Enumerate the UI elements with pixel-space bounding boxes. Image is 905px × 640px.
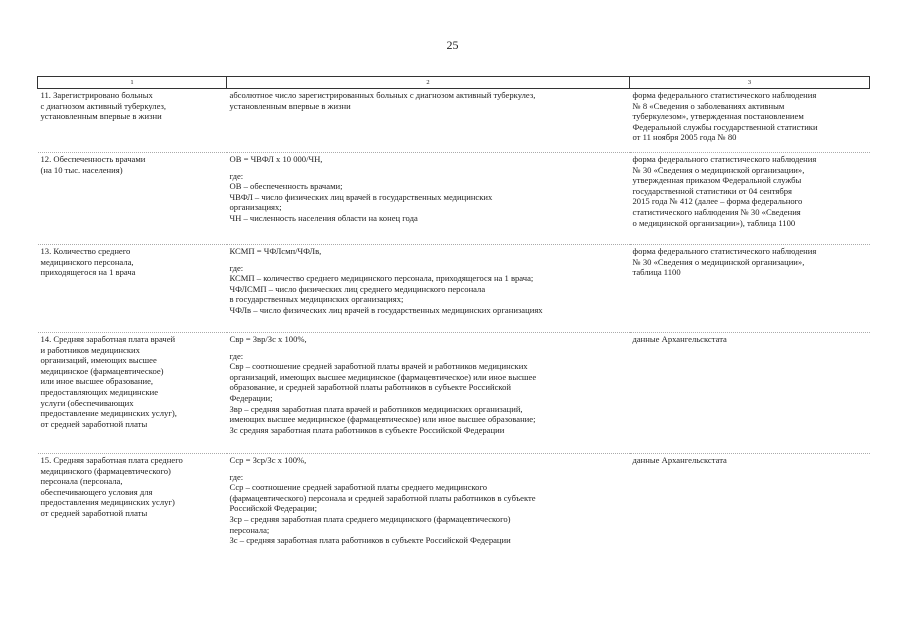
- formula-definitions: где: Свр – соотношение средней заработной платы врачей и работников медицинских организаций, имеющих высшее медицинское (фармацевтическое) или иное высшее образование, и средней заработной платы работников в субъекте Российской Федерации; Звр – средняя заработная плата врачей и работников медицинских организаций, имеющих высшее медицинское (фармацевтическое) или иное высшее образование; Зс средняя заработная плата работников в субъекте Российской Федерации: [229, 350, 537, 435]
- formula-definitions: где: ОВ – обеспеченность врачами; ЧВФЛ – число физических лиц врачей в государственных медицинских организациях; ЧН – численность населения области на конец года: [229, 170, 493, 223]
- column-header-3: 3: [630, 77, 870, 89]
- source-cell: форма федерального статистического наблюдения № 8 «Сведения о заболеваниях активным туберкулезом», утвержденная постановлением Федеральной службы государственной статистики от 11 ноября 2005 года № 80: [632, 90, 818, 143]
- formula-cell: [227, 333, 630, 454]
- source-cell: данные Архангельскстата: [630, 333, 870, 454]
- formula-cell: [227, 89, 630, 153]
- table-row: [38, 245, 870, 333]
- indicator-cell: 15. Средняя заработная плата среднего медицинского (фармацевтического) персонала (персонала, обеспечивающего условия для предоставления медицинских услуг) от средней заработной платы: [38, 454, 227, 572]
- formula-text: Сср = Зср/Зс х 100%,: [229, 455, 307, 465]
- formula-definitions: где: Сср – соотношение средней заработной платы среднего медицинского (фармацевтического) персонала и средней заработной платы работников в субъекте Российской Федерации; Зср – средняя заработная плата среднего медицинского (фармацевтического) персонала; Зс – средняя заработная плата работников в субъекте Российской Федерации: [229, 471, 536, 546]
- page-number: 25: [446, 38, 459, 52]
- column-header-2: 2: [227, 77, 630, 89]
- table-row: [38, 89, 870, 153]
- formula-text: КСМП = ЧФЛсмп/ЧФЛв,: [229, 246, 322, 256]
- formula-cell: [227, 454, 630, 572]
- formula-definitions: где: КСМП – количество среднего медицинского персонала, приходящегося на 1 врача; ЧФЛСМП – число физических лиц среднего медицинского персонала в государственных медицинских организациях; ЧФЛв – число физических лиц врачей в государственных медицинских организациях: [229, 262, 543, 315]
- formula-cell: [227, 245, 630, 333]
- indicators-table: [37, 76, 870, 571]
- indicator-cell: 14. Средняя заработная плата врачей и работников медицинских организаций, имеющих высшее медицинское (фармацевтическое) или иное высшее образование, предоставляющих медицинские услуги (обеспечивающих предоставление медицинских услуг), от средней заработной платы: [38, 333, 227, 454]
- formula-text: Свр = Звр/Зс х 100%,: [229, 334, 307, 344]
- formula-text: ОВ = ЧВФЛ х 10 000/ЧН,: [229, 154, 323, 164]
- table-header-row: [38, 77, 870, 89]
- formula-cell: [227, 153, 630, 245]
- formula-text: абсолютное число зарегистрированных больных с диагнозом активный туберкулез, установленным впервые в жизни: [229, 90, 536, 111]
- source-cell: данные Архангельскстата: [630, 454, 870, 572]
- table-row: [38, 153, 870, 245]
- indicator-cell: 13. Количество среднего медицинского персонала, приходящегося на 1 врача: [38, 245, 227, 333]
- source-cell: форма федерального статистического наблюдения № 30 «Сведения о медицинской организации», утвержденная приказом Федеральной службы государственной статистики от 04 сентября 2015 года № 412 (далее – форма федерального статистического наблюдения № 30 «Сведения о медицинской организации»), таблица 1100: [630, 153, 870, 245]
- indicator-cell: 12. Обеспеченность врачами (на 10 тыс. населения): [38, 153, 227, 245]
- column-header-1: 1: [38, 77, 227, 89]
- source-cell: форма федерального статистического наблюдения № 30 «Сведения о медицинской организации», таблица 1100: [630, 245, 870, 333]
- indicator-cell: 11. Зарегистрировано больных с диагнозом активный туберкулез, установленным впервые в жизни: [40, 90, 167, 122]
- table-row: [38, 333, 870, 454]
- table-row: [38, 454, 870, 572]
